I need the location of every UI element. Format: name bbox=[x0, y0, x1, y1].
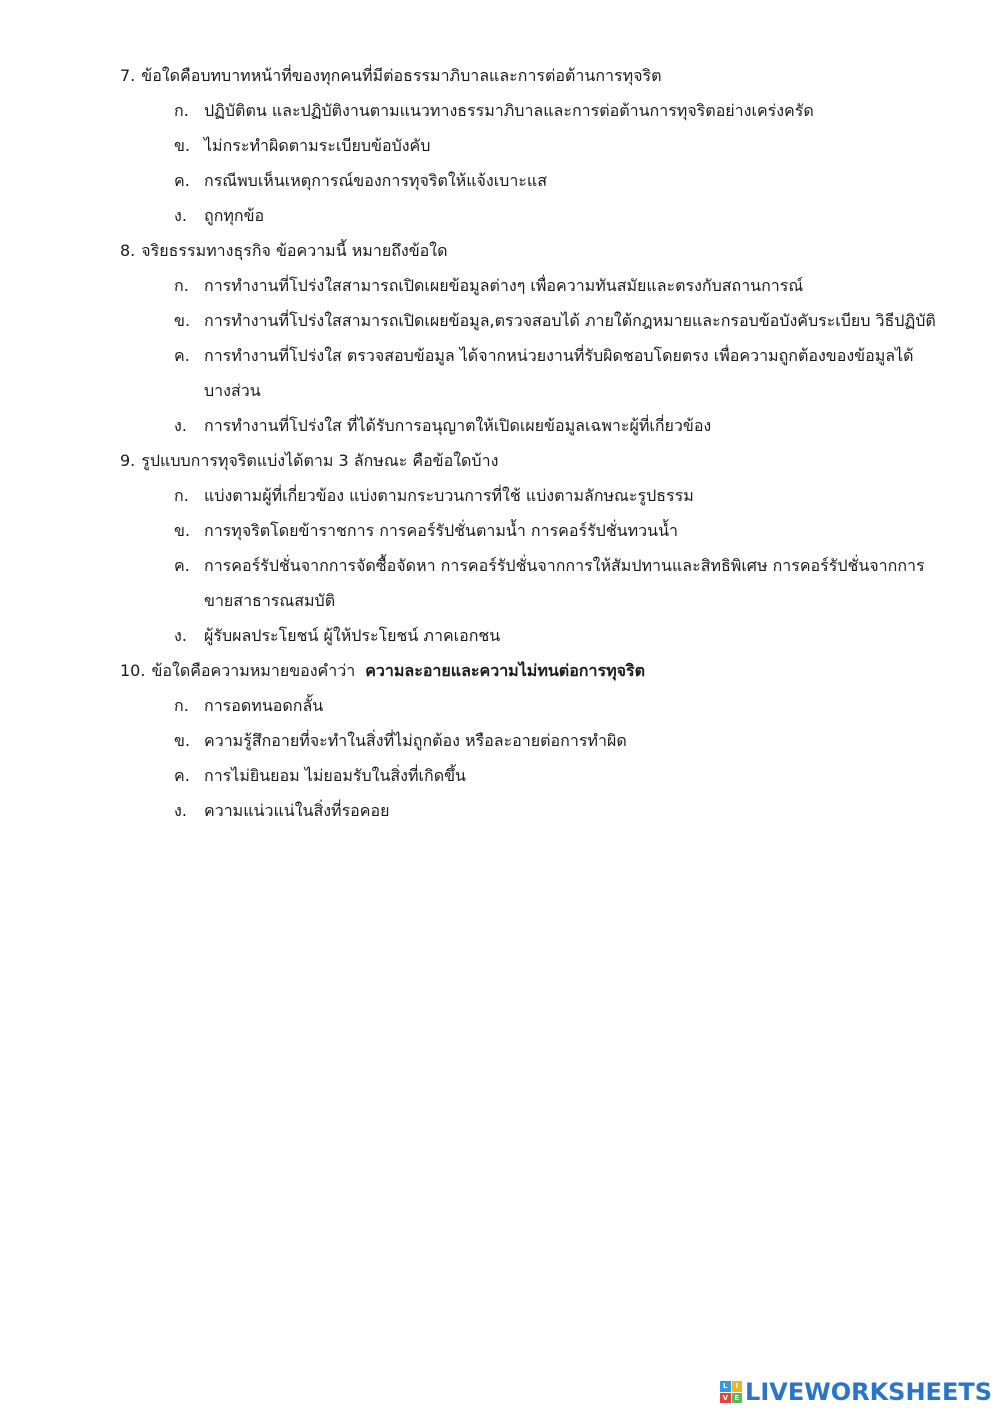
choice-text: ปฏิบัติตน และปฏิบัติงานตามแนวทางธรรมาภิบาลและการต่อต้านการทุจริตอย่างเคร่งครัด bbox=[204, 101, 814, 120]
choice-text: การคอร์รัปชั่นจากการจัดซื้อจัดหา การคอร์รัปชั่นจากการให้สัมปทานและสิทธิพิเศษ การคอร์รัปชั่นจากการขายสาธารณสมบัติ bbox=[204, 556, 925, 610]
choice-letter: ง. bbox=[174, 206, 187, 225]
badge-letter: V bbox=[720, 1393, 731, 1404]
choice-letter: ข. bbox=[174, 311, 191, 330]
liveworksheets-logo[interactable] bbox=[720, 1377, 992, 1407]
choice-item[interactable] bbox=[120, 618, 940, 653]
question-text: ข้อใดคือบทบาทหน้าที่ของทุกคนที่มีต่อธรรมาภิบาลและการต่อต้านการทุจริต bbox=[141, 66, 662, 85]
question-stem bbox=[120, 233, 940, 268]
choice-text: การไม่ยินยอม ไม่ยอมรับในสิ่งที่เกิดขึ้น bbox=[204, 766, 466, 785]
choice-item[interactable] bbox=[120, 723, 940, 758]
logo-text: LIVEWORKSHEETS bbox=[745, 1378, 992, 1406]
choice-letter: ค. bbox=[174, 346, 190, 365]
choice-letter: ข. bbox=[174, 136, 191, 155]
badge-letter: E bbox=[732, 1393, 743, 1404]
choice-letter: ค. bbox=[174, 556, 190, 575]
question-stem bbox=[120, 653, 940, 688]
choice-text: ผู้รับผลประโยชน์ ผู้ให้ประโยชน์ ภาคเอกชน bbox=[204, 626, 501, 645]
choice-item[interactable] bbox=[120, 793, 940, 828]
choice-item[interactable] bbox=[120, 93, 940, 128]
choice-text: กรณีพบเห็นเหตุการณ์ของการทุจริตให้แจ้งเบาะแส bbox=[204, 171, 547, 190]
choice-item[interactable] bbox=[120, 128, 940, 163]
choice-letter: ก. bbox=[174, 486, 189, 505]
question-number: 10. bbox=[120, 661, 146, 680]
choice-list bbox=[120, 268, 940, 443]
question-text: รูปแบบการทุจริตแบ่งได้ตาม 3 ลักษณะ คือข้อใดบ้าง bbox=[141, 451, 499, 470]
choice-item[interactable] bbox=[120, 548, 940, 618]
choice-letter: ง. bbox=[174, 626, 187, 645]
question-text: ข้อใดคือความหมายของคำว่า bbox=[151, 661, 356, 680]
badge-letter: L bbox=[720, 1381, 731, 1392]
choice-letter: ก. bbox=[174, 696, 189, 715]
choice-letter: ข. bbox=[174, 521, 191, 540]
choice-text: การทุจริตโดยข้าราชการ การคอร์รัปชั่นตามน้ำ การคอร์รัปชั่นทวนน้ำ bbox=[204, 521, 678, 540]
choice-text: ถูกทุกข้อ bbox=[204, 206, 265, 225]
choice-item[interactable] bbox=[120, 198, 940, 233]
question-8 bbox=[120, 233, 940, 443]
question-10 bbox=[120, 653, 940, 828]
question-stem bbox=[120, 58, 940, 93]
quiz-section bbox=[120, 58, 940, 828]
choice-list bbox=[120, 478, 940, 653]
choice-letter: ก. bbox=[174, 276, 189, 295]
question-stem bbox=[120, 443, 940, 478]
choice-item[interactable] bbox=[120, 513, 940, 548]
choice-list bbox=[120, 688, 940, 828]
choice-text: การทำงานที่โปร่งใสสามารถเปิดเผยข้อมูลต่างๆ เพื่อความทันสมัยและตรงกับสถานการณ์ bbox=[204, 276, 804, 295]
badge-letter: I bbox=[732, 1381, 743, 1392]
choice-letter: ค. bbox=[174, 766, 190, 785]
choice-text: การทำงานที่โปร่งใส ตรวจสอบข้อมูล ได้จากหน่วยงานที่รับผิดชอบโดยตรง เพื่อความถูกต้องของข้อมูลได้บางส่วน bbox=[204, 346, 914, 400]
question-text: จริยธรรมทางธุรกิจ ข้อความนี้ หมายถึงข้อใด bbox=[141, 241, 448, 260]
question-number: 7. bbox=[120, 66, 136, 85]
choice-letter: ง. bbox=[174, 801, 187, 820]
choice-letter: ง. bbox=[174, 416, 187, 435]
choice-text: การอดทนอดกลั้น bbox=[204, 696, 324, 715]
question-number: 9. bbox=[120, 451, 136, 470]
question-emphasis: ความละอายและความไม่ทนต่อการทุจริต bbox=[365, 661, 645, 680]
logo-badge-icon bbox=[720, 1381, 742, 1403]
choice-item[interactable] bbox=[120, 478, 940, 513]
question-number: 8. bbox=[120, 241, 136, 260]
choice-text: การทำงานที่โปร่งใส ที่ได้รับการอนุญาตให้เปิดเผยข้อมูลเฉพาะผู้ที่เกี่ยวข้อง bbox=[204, 416, 712, 435]
question-9 bbox=[120, 443, 940, 653]
choice-list bbox=[120, 93, 940, 233]
choice-item[interactable] bbox=[120, 303, 940, 338]
choice-text: การทำงานที่โปร่งใสสามารถเปิดเผยข้อมูล,ตรวจสอบได้ ภายใต้กฎหมายและกรอบข้อบังคับระเบียบ วิธีปฏิบัติ bbox=[204, 311, 936, 330]
question-7 bbox=[120, 58, 940, 233]
choice-text: ความแน่วแน่ในสิ่งที่รอคอย bbox=[204, 801, 390, 820]
choice-letter: ค. bbox=[174, 171, 190, 190]
choice-text: ความรู้สึกอายที่จะทำในสิ่งที่ไม่ถูกต้อง หรือละอายต่อการทำผิด bbox=[204, 731, 627, 750]
choice-item[interactable] bbox=[120, 268, 940, 303]
choice-text: ไม่กระทำผิดตามระเบียบข้อบังคับ bbox=[204, 136, 431, 155]
choice-item[interactable] bbox=[120, 758, 940, 793]
choice-item[interactable] bbox=[120, 163, 940, 198]
choice-item[interactable] bbox=[120, 338, 940, 408]
choice-item[interactable] bbox=[120, 408, 940, 443]
choice-letter: ก. bbox=[174, 101, 189, 120]
choice-text: แบ่งตามผู้ที่เกี่ยวข้อง แบ่งตามกระบวนการที่ใช้ แบ่งตามลักษณะรูปธรรม bbox=[204, 486, 694, 505]
choice-letter: ข. bbox=[174, 731, 191, 750]
choice-item[interactable] bbox=[120, 688, 940, 723]
